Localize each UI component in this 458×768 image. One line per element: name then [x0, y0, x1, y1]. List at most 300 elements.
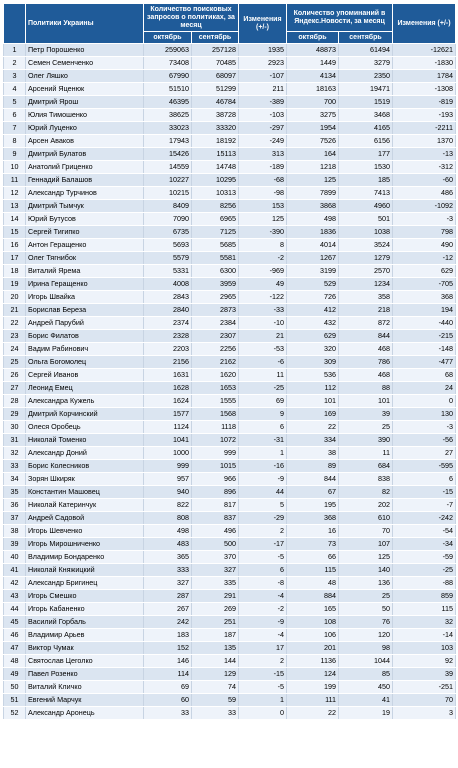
- search-october: 6735: [144, 226, 192, 239]
- mentions-change: -193: [393, 109, 456, 122]
- mentions-september: 85: [339, 668, 393, 681]
- search-change: -969: [239, 265, 287, 278]
- mentions-change: 68: [393, 369, 456, 382]
- row-number: 35: [4, 486, 26, 499]
- mentions-change: 490: [393, 239, 456, 252]
- search-october: 808: [144, 512, 192, 525]
- mentions-october: 3275: [287, 109, 339, 122]
- politician-name: Юлия Тимошенко: [26, 109, 144, 122]
- mentions-september: 76: [339, 616, 393, 629]
- header-search-september: сентябрь: [192, 32, 239, 44]
- search-september: 6300: [192, 265, 239, 278]
- table-row: [4, 395, 456, 408]
- search-september: 2965: [192, 291, 239, 304]
- mentions-change: -7: [393, 499, 456, 512]
- row-number: 24: [4, 343, 26, 356]
- search-change: -107: [239, 70, 287, 83]
- search-september: 327: [192, 564, 239, 577]
- table-row: [4, 616, 456, 629]
- row-number: 10: [4, 161, 26, 174]
- mentions-october: 1954: [287, 122, 339, 135]
- search-september: 896: [192, 486, 239, 499]
- search-september: 10295: [192, 174, 239, 187]
- mentions-october: 89: [287, 460, 339, 473]
- politician-name: Дмитрий Корчинский: [26, 408, 144, 421]
- header-mentions-september: сентябрь: [339, 32, 393, 44]
- mentions-october: 111: [287, 694, 339, 707]
- mentions-october: 18163: [287, 83, 339, 96]
- search-change: -9: [239, 616, 287, 629]
- mentions-september: 19: [339, 707, 393, 720]
- header-mentions-change: Изменения (+/-): [393, 4, 456, 44]
- search-october: 14559: [144, 161, 192, 174]
- mentions-september: 3279: [339, 57, 393, 70]
- search-september: 8256: [192, 200, 239, 213]
- search-change: 44: [239, 486, 287, 499]
- politician-name: Евгений Марчук: [26, 694, 144, 707]
- mentions-october: 700: [287, 96, 339, 109]
- row-number: 46: [4, 629, 26, 642]
- mentions-september: 101: [339, 395, 393, 408]
- search-october: 10215: [144, 187, 192, 200]
- search-change: -103: [239, 109, 287, 122]
- row-number: 27: [4, 382, 26, 395]
- row-number: 36: [4, 499, 26, 512]
- search-october: 152: [144, 642, 192, 655]
- table-row: [4, 655, 456, 668]
- search-october: 69: [144, 681, 192, 694]
- mentions-october: 498: [287, 213, 339, 226]
- search-september: 1015: [192, 460, 239, 473]
- search-october: 483: [144, 538, 192, 551]
- politician-name: Олег Ляшко: [26, 70, 144, 83]
- mentions-change: 24: [393, 382, 456, 395]
- mentions-september: 1038: [339, 226, 393, 239]
- mentions-change: -440: [393, 317, 456, 330]
- search-september: 966: [192, 473, 239, 486]
- table-row: [4, 629, 456, 642]
- row-number: 37: [4, 512, 26, 525]
- search-october: 287: [144, 590, 192, 603]
- mentions-change: 70: [393, 694, 456, 707]
- table-row: [4, 590, 456, 603]
- search-september: 5685: [192, 239, 239, 252]
- table-row: [4, 447, 456, 460]
- table-row: [4, 434, 456, 447]
- politician-name: Константин Машовец: [26, 486, 144, 499]
- search-change: 2: [239, 655, 287, 668]
- mentions-change: -148: [393, 343, 456, 356]
- search-change: -5: [239, 681, 287, 694]
- search-october: 999: [144, 460, 192, 473]
- mentions-change: -15: [393, 486, 456, 499]
- mentions-october: 115: [287, 564, 339, 577]
- politician-name: Арсен Аваков: [26, 135, 144, 148]
- search-september: 1620: [192, 369, 239, 382]
- search-october: 33023: [144, 122, 192, 135]
- search-october: 2203: [144, 343, 192, 356]
- search-september: 2307: [192, 330, 239, 343]
- politician-name: Андрей Садовой: [26, 512, 144, 525]
- search-september: 291: [192, 590, 239, 603]
- mentions-october: 106: [287, 629, 339, 642]
- mentions-september: 1044: [339, 655, 393, 668]
- header-search-queries: Количество поисковых запросов о политиках, за месяц: [144, 4, 239, 32]
- row-number: 47: [4, 642, 26, 655]
- table-row: [4, 213, 456, 226]
- mentions-change: 859: [393, 590, 456, 603]
- mentions-october: 38: [287, 447, 339, 460]
- mentions-september: 98: [339, 642, 393, 655]
- table-row: [4, 135, 456, 148]
- politician-name: Александр Аронець: [26, 707, 144, 720]
- table-row: [4, 525, 456, 538]
- search-october: 67990: [144, 70, 192, 83]
- table-row: [4, 707, 456, 720]
- table-row: [4, 343, 456, 356]
- search-september: 5581: [192, 252, 239, 265]
- mentions-september: 3524: [339, 239, 393, 252]
- politician-name: Виталий Кличко: [26, 681, 144, 694]
- mentions-october: 1218: [287, 161, 339, 174]
- politician-name: Олеся Оробець: [26, 421, 144, 434]
- search-september: 187: [192, 629, 239, 642]
- table-row: [4, 577, 456, 590]
- search-september: 837: [192, 512, 239, 525]
- search-change: 2: [239, 525, 287, 538]
- mentions-september: 136: [339, 577, 393, 590]
- mentions-october: 164: [287, 148, 339, 161]
- row-number: 21: [4, 304, 26, 317]
- table-body: [4, 44, 456, 720]
- search-september: 1555: [192, 395, 239, 408]
- search-september: 68097: [192, 70, 239, 83]
- search-october: 1124: [144, 421, 192, 434]
- search-october: 5579: [144, 252, 192, 265]
- mentions-change: -819: [393, 96, 456, 109]
- table-row: [4, 109, 456, 122]
- search-october: 242: [144, 616, 192, 629]
- mentions-october: 101: [287, 395, 339, 408]
- search-october: 8409: [144, 200, 192, 213]
- mentions-october: 3868: [287, 200, 339, 213]
- mentions-october: 844: [287, 473, 339, 486]
- mentions-september: 39: [339, 408, 393, 421]
- table-row: [4, 330, 456, 343]
- mentions-change: -3: [393, 421, 456, 434]
- row-number: 22: [4, 317, 26, 330]
- search-september: 14748: [192, 161, 239, 174]
- mentions-september: 872: [339, 317, 393, 330]
- mentions-september: 82: [339, 486, 393, 499]
- search-change: 0: [239, 707, 287, 720]
- politician-name: Юрий Бутусов: [26, 213, 144, 226]
- table-row: [4, 382, 456, 395]
- search-september: 1118: [192, 421, 239, 434]
- search-change: -68: [239, 174, 287, 187]
- politician-name: Игорь Кабаненко: [26, 603, 144, 616]
- mentions-change: 115: [393, 603, 456, 616]
- table-row: [4, 265, 456, 278]
- search-september: 70485: [192, 57, 239, 70]
- search-change: 6: [239, 564, 287, 577]
- mentions-change: -595: [393, 460, 456, 473]
- politician-name: Игорь Шевченко: [26, 525, 144, 538]
- row-number: 28: [4, 395, 26, 408]
- politician-name: Ирина Геращенко: [26, 278, 144, 291]
- politician-name: Дмитрий Тымчук: [26, 200, 144, 213]
- search-october: 1628: [144, 382, 192, 395]
- table-row: [4, 538, 456, 551]
- search-september: 335: [192, 577, 239, 590]
- header-search-change: Изменения (+/-): [239, 4, 287, 44]
- mentions-september: 202: [339, 499, 393, 512]
- mentions-change: -12: [393, 252, 456, 265]
- mentions-october: 67: [287, 486, 339, 499]
- row-number: 38: [4, 525, 26, 538]
- table-row: [4, 83, 456, 96]
- search-september: 10313: [192, 187, 239, 200]
- mentions-september: 19471: [339, 83, 393, 96]
- table-row: [4, 44, 456, 57]
- row-number: 52: [4, 707, 26, 720]
- mentions-september: 70: [339, 525, 393, 538]
- row-number: 2: [4, 57, 26, 70]
- search-september: 46784: [192, 96, 239, 109]
- table-row: [4, 460, 456, 473]
- search-october: 10227: [144, 174, 192, 187]
- table-row: [4, 486, 456, 499]
- mentions-october: 108: [287, 616, 339, 629]
- table-row: [4, 668, 456, 681]
- mentions-change: -251: [393, 681, 456, 694]
- search-october: 498: [144, 525, 192, 538]
- politician-name: Вадим Рабинович: [26, 343, 144, 356]
- politician-name: Ольга Богомолец: [26, 356, 144, 369]
- search-change: -53: [239, 343, 287, 356]
- table-row: [4, 681, 456, 694]
- header-search-october: октябрь: [144, 32, 192, 44]
- table-row: [4, 317, 456, 330]
- search-change: -297: [239, 122, 287, 135]
- mentions-september: 4165: [339, 122, 393, 135]
- politician-name: Зорян Шкиряк: [26, 473, 144, 486]
- search-september: 1072: [192, 434, 239, 447]
- search-september: 1568: [192, 408, 239, 421]
- search-change: -16: [239, 460, 287, 473]
- search-september: 38728: [192, 109, 239, 122]
- mentions-october: 7899: [287, 187, 339, 200]
- table-row: [4, 694, 456, 707]
- search-september: 269: [192, 603, 239, 616]
- search-october: 365: [144, 551, 192, 564]
- mentions-september: 88: [339, 382, 393, 395]
- mentions-september: 468: [339, 369, 393, 382]
- politician-name: Леонид Емец: [26, 382, 144, 395]
- search-october: 5331: [144, 265, 192, 278]
- row-number: 34: [4, 473, 26, 486]
- table-row: [4, 551, 456, 564]
- politician-name: Юрий Луценко: [26, 122, 144, 135]
- search-september: 500: [192, 538, 239, 551]
- search-october: 267: [144, 603, 192, 616]
- mentions-september: 7413: [339, 187, 393, 200]
- search-october: 940: [144, 486, 192, 499]
- row-number: 45: [4, 616, 26, 629]
- mentions-september: 844: [339, 330, 393, 343]
- header-politicians: Политики Украины: [26, 4, 144, 44]
- row-number: 15: [4, 226, 26, 239]
- politician-name: Виталий Ярема: [26, 265, 144, 278]
- politician-name: Арсений Яценюк: [26, 83, 144, 96]
- politician-name: Антон Геращенко: [26, 239, 144, 252]
- politician-name: Павел Розенко: [26, 668, 144, 681]
- search-change: -17: [239, 538, 287, 551]
- search-october: 2328: [144, 330, 192, 343]
- mentions-change: 194: [393, 304, 456, 317]
- search-october: 327: [144, 577, 192, 590]
- search-october: 33: [144, 707, 192, 720]
- mentions-september: 185: [339, 174, 393, 187]
- table-row: [4, 174, 456, 187]
- search-october: 5693: [144, 239, 192, 252]
- row-number: 30: [4, 421, 26, 434]
- mentions-october: 536: [287, 369, 339, 382]
- table-row: [4, 408, 456, 421]
- row-number: 39: [4, 538, 26, 551]
- mentions-september: 358: [339, 291, 393, 304]
- mentions-october: 1449: [287, 57, 339, 70]
- mentions-change: -14: [393, 629, 456, 642]
- mentions-september: 4960: [339, 200, 393, 213]
- search-change: -9: [239, 473, 287, 486]
- politician-name: Александр Доний: [26, 447, 144, 460]
- mentions-october: 66: [287, 551, 339, 564]
- search-change: -98: [239, 187, 287, 200]
- mentions-change: 0: [393, 395, 456, 408]
- mentions-change: 368: [393, 291, 456, 304]
- search-september: 6965: [192, 213, 239, 226]
- row-number: 18: [4, 265, 26, 278]
- politician-name: Борис Филатов: [26, 330, 144, 343]
- mentions-september: 468: [339, 343, 393, 356]
- mentions-september: 125: [339, 551, 393, 564]
- header-mentions-october: октябрь: [287, 32, 339, 44]
- search-september: 7125: [192, 226, 239, 239]
- table-row: [4, 291, 456, 304]
- search-september: 251: [192, 616, 239, 629]
- search-october: 114: [144, 668, 192, 681]
- search-change: 69: [239, 395, 287, 408]
- row-number: 14: [4, 213, 26, 226]
- mentions-october: 22: [287, 707, 339, 720]
- search-october: 7090: [144, 213, 192, 226]
- politician-name: Петр Порошенко: [26, 44, 144, 57]
- search-change: -389: [239, 96, 287, 109]
- table-row: [4, 161, 456, 174]
- search-october: 46395: [144, 96, 192, 109]
- search-change: -25: [239, 382, 287, 395]
- table-row: [4, 148, 456, 161]
- mentions-change: -13: [393, 148, 456, 161]
- mentions-october: 48: [287, 577, 339, 590]
- search-september: 129: [192, 668, 239, 681]
- mentions-october: 112: [287, 382, 339, 395]
- mentions-october: 4014: [287, 239, 339, 252]
- mentions-september: 610: [339, 512, 393, 525]
- search-change: -31: [239, 434, 287, 447]
- search-october: 2840: [144, 304, 192, 317]
- politician-name: Николай Княжицкий: [26, 564, 144, 577]
- table-row: [4, 122, 456, 135]
- mentions-change: -2211: [393, 122, 456, 135]
- search-september: 817: [192, 499, 239, 512]
- politician-name: Борис Колесников: [26, 460, 144, 473]
- mentions-september: 6156: [339, 135, 393, 148]
- politician-name: Олег Тягнибок: [26, 252, 144, 265]
- search-change: 313: [239, 148, 287, 161]
- header-news-mentions: Количество упоминаний в Яндекс.Новости, за месяц: [287, 4, 393, 32]
- search-change: 11: [239, 369, 287, 382]
- search-change: 21: [239, 330, 287, 343]
- search-change: 49: [239, 278, 287, 291]
- politician-name: Василий Горбаль: [26, 616, 144, 629]
- mentions-change: -477: [393, 356, 456, 369]
- search-october: 259063: [144, 44, 192, 57]
- mentions-change: -215: [393, 330, 456, 343]
- search-october: 2843: [144, 291, 192, 304]
- search-september: 33320: [192, 122, 239, 135]
- row-number: 48: [4, 655, 26, 668]
- search-september: 144: [192, 655, 239, 668]
- mentions-october: 165: [287, 603, 339, 616]
- mentions-october: 195: [287, 499, 339, 512]
- table-row: [4, 200, 456, 213]
- row-number: 4: [4, 83, 26, 96]
- mentions-change: -25: [393, 564, 456, 577]
- row-number: 31: [4, 434, 26, 447]
- mentions-october: 334: [287, 434, 339, 447]
- row-number: 25: [4, 356, 26, 369]
- row-number: 32: [4, 447, 26, 460]
- mentions-change: -56: [393, 434, 456, 447]
- politician-name: Борислав Береза: [26, 304, 144, 317]
- politician-name: Владимир Арьев: [26, 629, 144, 642]
- politician-name: Игорь Смешко: [26, 590, 144, 603]
- search-change: -6: [239, 356, 287, 369]
- mentions-october: 48873: [287, 44, 339, 57]
- politician-name: Николай Катеринчук: [26, 499, 144, 512]
- mentions-september: 25: [339, 421, 393, 434]
- table-row: [4, 473, 456, 486]
- mentions-september: 1279: [339, 252, 393, 265]
- row-number: 12: [4, 187, 26, 200]
- mentions-september: 2570: [339, 265, 393, 278]
- search-october: 60: [144, 694, 192, 707]
- mentions-september: 501: [339, 213, 393, 226]
- mentions-october: 320: [287, 343, 339, 356]
- search-october: 2156: [144, 356, 192, 369]
- search-october: 146: [144, 655, 192, 668]
- politician-name: Владимир Бондаренко: [26, 551, 144, 564]
- row-number: 9: [4, 148, 26, 161]
- mentions-september: 1530: [339, 161, 393, 174]
- search-change: -4: [239, 590, 287, 603]
- search-october: 17943: [144, 135, 192, 148]
- search-change: 9: [239, 408, 287, 421]
- search-september: 496: [192, 525, 239, 538]
- mentions-october: 1836: [287, 226, 339, 239]
